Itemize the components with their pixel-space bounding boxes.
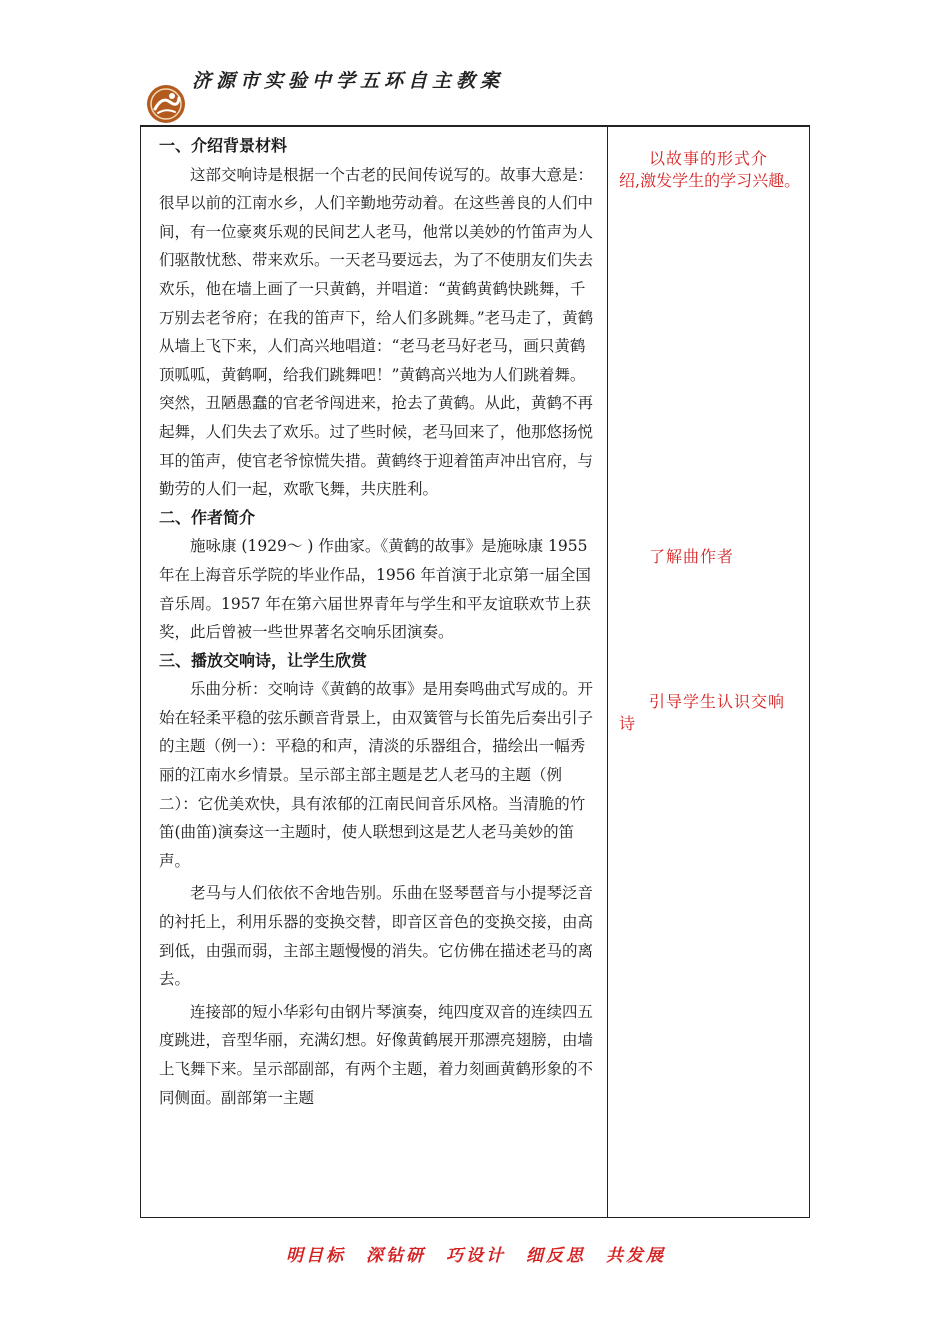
section-2-heading: 二、作者简介 (159, 507, 256, 527)
section-2-paragraph: 施咏康 (1929～ ) 作曲家。《黄鹤的故事》是施咏康 1955 年在上海音乐学院的毕业作品，1956 年首演于北京第一届全国音乐周。1957 年在第六届世界青年与学生和平友谊联欢节上获奖，此后曾被一些世界著名交响乐团演奏。 (159, 537, 591, 642)
side-note-composer-text: 了解曲作者 (649, 547, 735, 566)
side-note-composer (619, 546, 803, 568)
section-1-heading: 一、介绍背景材料 (159, 136, 288, 155)
side-note-symphonic-poem (619, 691, 803, 735)
side-note-symphonic-line-2: 诗 (619, 714, 636, 733)
section-3-paragraph-1: 乐曲分析：交响诗《黄鹤的故事》是用奏鸣曲式写成的。开始在轻柔平稳的弦乐颤音背景上，由双簧管与长笛先后奏出引子的主题（例一）：平稳的和声，清淡的乐器组合，描绘出一幅秀丽的江南水乡情景。呈示部主部主题是艺人老马的主题（例二）：它优美欢快，具有浓郁的江南民间音乐风格。当清脆的竹笛(曲笛)演奏这一主题时，使人联想到这是艺人老马美妙的笛声。 (159, 680, 594, 870)
section-3-heading: 三、播放交响诗，让学生欣赏 (159, 650, 368, 670)
section-1-paragraph: 这部交响诗是根据一个古老的民间传说写的。故事大意是：很早以前的江南水乡，人们辛勤地劳动着。在这些善良的人们中间，有一位豪爽乐观的民间艺人老马，他常以美妙的竹笛声为人们驱散忧愁、带来欢乐。一天老马要远去，为了不使朋友们失去欢乐，他在墙上画了一只黄鹤，并唱道：“黄鹤黄鹤快跳舞，千万别去老爷府；在我的笛声下，给人们多跳舞。”老马走了，黄鹤从墙上飞下来，人们高兴地唱道：“老马老马好老马，画只黄鹤顶呱呱，黄鹤啊，给我们跳舞吧！”黄鹤高兴地为人们跳着舞。突然，丑陋愚蠢的官老爷闯进来，抢去了黄鹤。从此，黄鹤不再起舞，人们失去了欢乐。过了些时候，老马回来了，他那悠扬悦耳的笛声，使官老爷惊慌失措。黄鹤终于迎着笛声冲出官府，与勤劳的人们一起，欢歌飞舞，共庆胜利。 (159, 165, 594, 499)
side-note-story (619, 148, 803, 192)
side-note-symphonic-line-1: 引导学生认识交响 (649, 692, 786, 711)
footer-motto: 明目标 深钻研 巧设计 细反思 共发展 (286, 1246, 666, 1266)
section-3-paragraph-3: 连接部的短小华彩句由钢片琴演奏，纯四度双音的连续四五度跳进，音型华丽，充满幻想。好像黄鹤展开那漂亮翅膀，由墙上飞舞下来。呈示部副部，有两个主题，着力刻画黄鹤形象的不同侧面。副部第一主题 (159, 1002, 594, 1107)
lesson-table (140, 125, 810, 1218)
side-note-story-line-2: 绍,激发学生的学习兴趣。 (619, 171, 801, 190)
school-logo-icon (146, 84, 186, 124)
column-divider (607, 126, 608, 1217)
lesson-content (159, 132, 599, 1112)
section-3-paragraph-2: 老马与人们依依不舍地告别。乐曲在竖琴琶音与小提琴泛音的衬托上，利用乐器的变换交替，即音区音色的变换交接，由高到低，由强而弱，主部主题慢慢的消失。它仿佛在描述老马的离去。 (159, 884, 594, 989)
table-top-rule (140, 125, 810, 127)
header-title: 济源市实验中学五环自主教案 (192, 70, 505, 92)
side-note-story-line-1: 以故事的形式介 (649, 149, 769, 168)
